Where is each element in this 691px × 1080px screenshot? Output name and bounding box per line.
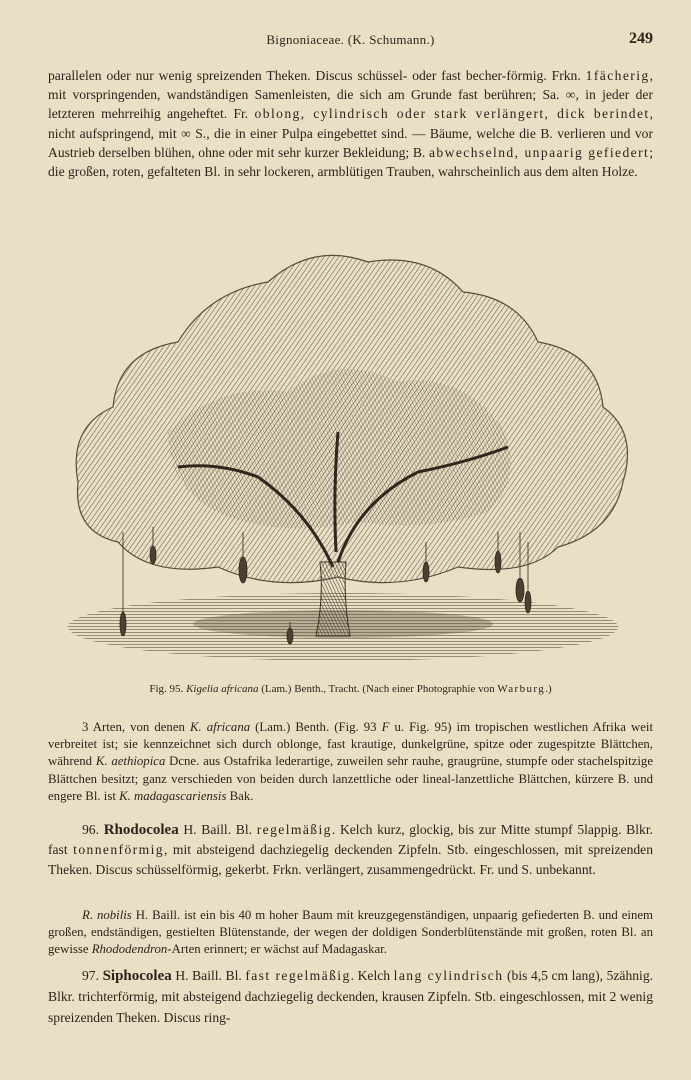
page-header	[48, 30, 653, 52]
genus-number: 97.	[82, 968, 99, 983]
siphocolea-description	[48, 966, 653, 1028]
species-name: K. africana	[189, 720, 251, 734]
text-run: , mit vorspringenden, wandständigen Samenleisten, die sich am Grunde fast berühren; Sa. ∞, in jeder der letzteren mehrreihig angeheftet. Fr.	[48, 68, 653, 122]
text-run: (Lam.) Benth. (Fig. 93	[250, 720, 382, 734]
text-run: -Arten erinnert; er wächst auf Madagaskar.	[167, 942, 387, 957]
text-run: H. Baill. Bl.	[171, 968, 246, 983]
species-name: R. nobilis	[82, 908, 132, 922]
text-run: (bis 4,5 cm lang), 5zähnig. Blkr. trichterförmig, mit absteigend dachziegelig deckenden, krausen Zipfeln. Stb. eingeschlossen, mit 2 wenig spreizenden Theken. Discus ring-	[48, 968, 654, 1025]
spaced-term: 1fächerig	[585, 68, 650, 83]
text-run: . Kelch kurz, glockig, bis zur Mitte stumpf 5lappig. Blkr. fast	[48, 822, 653, 858]
caption-end: .)	[545, 683, 552, 695]
text-run: 3 Arten, von denen	[82, 720, 190, 734]
spaced-term: lang cylindrisch	[393, 968, 504, 983]
text-run: Bak.	[226, 788, 254, 803]
text-run: Dcne. aus Ostafrika lederartige, zuweilen sehr rauhe, graugrüne, stumpfe oder stachelspitzige Blättchen besitzt; ganz verschieden von beiden durch lanzettliche oder lineal-lanzettliche Blättchen, kürzere B. und engere Bl. ist	[48, 754, 653, 803]
caption-label: Fig. 95.	[149, 683, 184, 695]
genus-name: Rhodocolea	[103, 822, 179, 838]
caption-author: Warburg	[497, 683, 546, 695]
text-run: parallelen oder nur wenig spreizenden Theken. Discus schüssel- oder fast becher-förmig. Frkn.	[48, 68, 586, 83]
text-run: , nicht aufspringend, mit ∞ S., die in einer Pulpa eingebettet sind. — Bäume, welche die B. verlieren und vor Austrieb derselben blühen, ohne oder mit sehr kurzer Bekleidung; B.	[48, 106, 653, 160]
text-run: H. Baill. ist ein bis 40 m hoher Baum mit kreuzgegenständigen, unpaarig gefiederten B. und einem großen, endständigen, gestielten Blütenstande, der wegen der doldigen Sonderblütenstände mit großen, roten Bl. an gewisse	[48, 908, 653, 957]
kigelia-tree-illustration	[58, 232, 638, 676]
genus-number: 96.	[82, 822, 99, 837]
spaced-term: fast regelmäßig	[245, 968, 351, 983]
running-title: Bignoniaceae. (K. Schumann.)	[266, 32, 435, 47]
kigelia-species-note	[48, 719, 653, 805]
text-run: , mit absteigend dachziegelig deckenden Zipfeln. Stb. eingeschlossen, mit spreizenden Theken. Discus schüsselförmig, gekerbt. Frkn. verlängert, zusammengedrückt. Fr. und S. unbekannt.	[48, 842, 653, 877]
genus-description-paragraph	[48, 66, 653, 181]
species-name: K. madagascariensis	[119, 788, 227, 803]
genus-ref: Rhododendron	[91, 942, 168, 957]
text-run: . Kelch	[350, 968, 394, 983]
caption-species: Kigelia africana	[186, 683, 259, 695]
text-run: H. Baill. Bl.	[178, 822, 257, 837]
text-run: ; die großen, roten, gefalteten Bl. in sehr lockeren, armblütigen Trauben, wahrscheinlich aus dem alten Holze.	[48, 144, 653, 180]
figure-caption	[48, 683, 653, 695]
genus-name: Siphocolea	[102, 968, 172, 984]
spaced-term: oblong, cylindrisch oder stark verlängert, dick berindet	[254, 106, 650, 122]
rhodocolea-species-note	[48, 907, 653, 959]
caption-text: (Lam.) Benth., Tracht. (Nach einer Photographie von	[261, 683, 495, 695]
species-name: K. aethiopica	[95, 754, 166, 769]
spaced-term: tonnenförmig	[73, 842, 164, 858]
rhodocolea-description	[48, 820, 653, 879]
spaced-term: abwechselnd, unpaarig gefiedert	[429, 144, 650, 160]
page-number: 249	[629, 30, 653, 47]
spaced-term: regelmäßig	[256, 822, 332, 837]
figure-ref: F	[381, 720, 390, 734]
text-run: u. Fig. 95) im tropischen westlichen Afrika weit verbreitet ist; sie kennzeichnet sich durch oblonge, fast krautige, dunkelgrüne, spitze oder zugespitzte Blättchen, während	[48, 720, 654, 769]
